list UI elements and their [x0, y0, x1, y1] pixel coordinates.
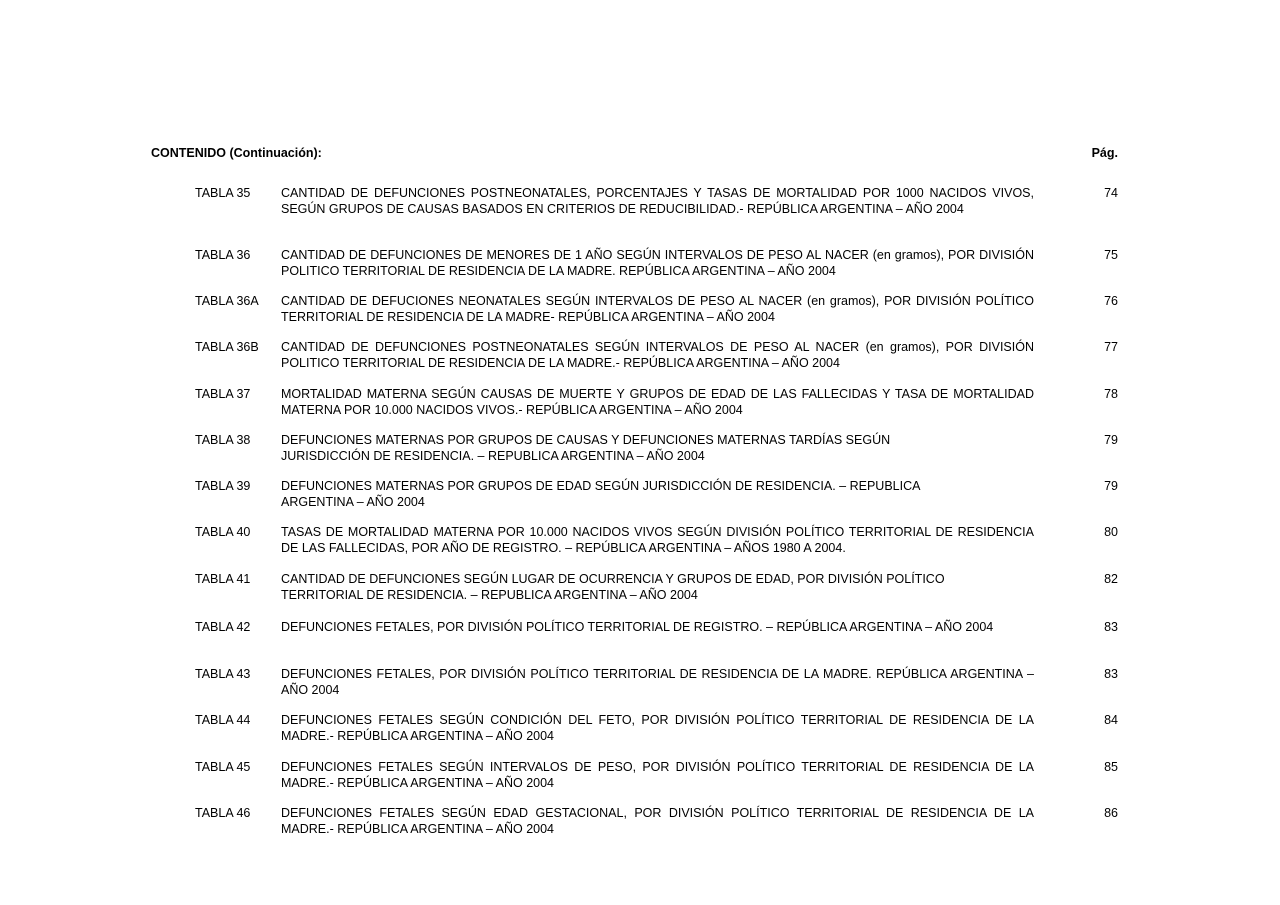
table-label: TABLA 41: [195, 572, 251, 586]
table-description: CANTIDAD DE DEFUNCIONES DE MENORES DE 1 AÑO SEGÚN INTERVALOS DE PESO AL NACER (en gramos), POR DIVISIÓN POLITICO TERRITORIAL DE RESIDENCIA DE LA MADRE. REPÚBLICA ARGENTINA – AÑO 2004: [281, 248, 1034, 278]
table-description: DEFUNCIONES FETALES SEGÚN INTERVALOS DE PESO, POR DIVISIÓN POLÍTICO TERRITORIAL DE RESIDENCIA DE LA MADRE.- REPÚBLICA ARGENTINA – AÑO 2004: [281, 760, 1034, 790]
page-number: 83: [1104, 667, 1118, 681]
page-number: 86: [1104, 806, 1118, 820]
table-label: TABLA 36A: [195, 294, 259, 308]
table-description: DEFUNCIONES MATERNAS POR GRUPOS DE CAUSAS Y DEFUNCIONES MATERNAS TARDÍAS SEGÚN JURISDICCIÓN DE RESIDENCIA. – REPUBLICA ARGENTINA – AÑO 2004: [281, 433, 891, 463]
table-label: TABLA 40: [195, 525, 251, 539]
contents-title: CONTENIDO (Continuación):: [151, 146, 322, 160]
table-label: TABLA 43: [195, 667, 251, 681]
page-number: 76: [1104, 294, 1118, 308]
table-description: TASAS DE MORTALIDAD MATERNA POR 10.000 NACIDOS VIVOS SEGÚN DIVISIÓN POLÍTICO TERRITORIAL DE RESIDENCIA DE LAS FALLECIDAS, POR AÑO DE REGISTRO. – REPÚBLICA ARGENTINA – AÑOS 1980 A 2004.: [281, 525, 1034, 555]
table-description: CANTIDAD DE DEFUNCIONES SEGÚN LUGAR DE OCURRENCIA Y GRUPOS DE EDAD, POR DIVISIÓN POLÍTICO TERRITORIAL DE RESIDENCIA. – REPUBLICA ARGENTINA – AÑO 2004: [281, 572, 945, 602]
page-number: 85: [1104, 760, 1118, 774]
page-number: 77: [1104, 340, 1118, 354]
contents-header: [151, 146, 1118, 164]
table-description: CANTIDAD DE DEFUNCIONES POSTNEONATALES SEGÚN INTERVALOS DE PESO AL NACER (en gramos), POR DIVISIÓN POLITICO TERRITORIAL DE RESIDENCIA DE LA MADRE.- REPÚBLICA ARGENTINA – AÑO 2004: [281, 340, 1034, 370]
page-number: 79: [1104, 433, 1118, 447]
page-number: 83: [1104, 620, 1118, 634]
table-description: CANTIDAD DE DEFUCIONES NEONATALES SEGÚN INTERVALOS DE PESO AL NACER (en gramos), POR DIVISIÓN POLÍTICO TERRITORIAL DE RESIDENCIA DE LA MADRE- REPÚBLICA ARGENTINA – AÑO 2004: [281, 294, 1034, 324]
page-number: 75: [1104, 248, 1118, 262]
table-label: TABLA 45: [195, 760, 251, 774]
table-label: TABLA 37: [195, 387, 251, 401]
table-description: MORTALIDAD MATERNA SEGÚN CAUSAS DE MUERTE Y GRUPOS DE EDAD DE LAS FALLECIDAS Y TASA DE MORTALIDAD MATERNA POR 10.000 NACIDOS VIVOS.- REPÚBLICA ARGENTINA – AÑO 2004: [281, 387, 1034, 417]
table-label: TABLA 36: [195, 248, 251, 262]
page-number: 79: [1104, 479, 1118, 493]
table-description: DEFUNCIONES FETALES, POR DIVISIÓN POLÍTICO TERRITORIAL DE REGISTRO. – REPÚBLICA ARGENTINA – AÑO 2004: [281, 620, 994, 634]
table-description: DEFUNCIONES FETALES, POR DIVISIÓN POLÍTICO TERRITORIAL DE RESIDENCIA DE LA MADRE. REPÚBLICA ARGENTINA – AÑO 2004: [281, 667, 1034, 697]
table-description: DEFUNCIONES MATERNAS POR GRUPOS DE EDAD SEGÚN JURISDICCIÓN DE RESIDENCIA. – REPUBLICA ARGENTINA – AÑO 2004: [281, 479, 920, 509]
table-description: CANTIDAD DE DEFUNCIONES POSTNEONATALES, PORCENTAJES Y TASAS DE MORTALIDAD POR 1000 NACIDOS VIVOS, SEGÚN GRUPOS DE CAUSAS BASADOS EN CRITERIOS DE REDUCIBILIDAD.- REPÚBLICA ARGENTINA – AÑO 2004: [281, 186, 1034, 216]
table-description: DEFUNCIONES FETALES SEGÚN CONDICIÓN DEL FETO, POR DIVISIÓN POLÍTICO TERRITORIAL DE RESIDENCIA DE LA MADRE.- REPÚBLICA ARGENTINA – AÑO 2004: [281, 713, 1034, 743]
page-number: 82: [1104, 572, 1118, 586]
page-number: 80: [1104, 525, 1118, 539]
page-number: 78: [1104, 387, 1118, 401]
table-label: TABLA 35: [195, 186, 251, 200]
table-label: TABLA 38: [195, 433, 251, 447]
table-label: TABLA 36B: [195, 340, 259, 354]
table-label: TABLA 46: [195, 806, 251, 820]
page-column-label: Pág.: [1091, 146, 1118, 160]
table-label: TABLA 39: [195, 479, 251, 493]
table-description: DEFUNCIONES FETALES SEGÚN EDAD GESTACIONAL, POR DIVISIÓN POLÍTICO TERRITORIAL DE RESIDENCIA DE LA MADRE.- REPÚBLICA ARGENTINA – AÑO 2004: [281, 806, 1034, 836]
page-number: 74: [1104, 186, 1118, 200]
page-number: 84: [1104, 713, 1118, 727]
table-label: TABLA 44: [195, 713, 251, 727]
table-label: TABLA 42: [195, 620, 251, 634]
